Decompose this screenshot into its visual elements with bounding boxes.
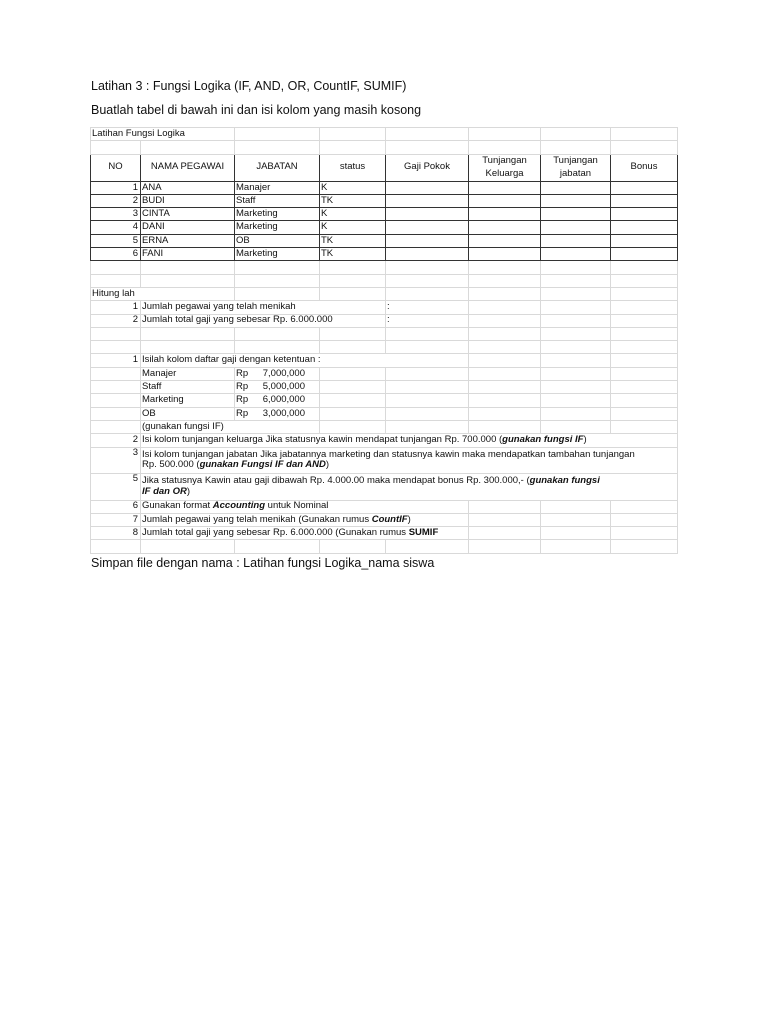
row-tunj-jabatan <box>541 194 611 207</box>
row-no: 6 <box>91 248 141 261</box>
row-bonus <box>611 208 678 221</box>
row-gaji <box>386 234 469 247</box>
row-jabatan: Marketing <box>235 208 320 221</box>
salary-hint: (gunakan fungsi IF) <box>141 420 320 433</box>
salary-amount: 7,000,000 <box>262 367 305 379</box>
row-status: TK <box>320 248 386 261</box>
row-tunj-jabatan <box>541 221 611 234</box>
table-row <box>91 181 678 194</box>
row-gaji <box>386 221 469 234</box>
item-number: 2 <box>91 434 141 447</box>
row-tunj-jabatan <box>541 234 611 247</box>
row-nama: ERNA <box>141 234 235 247</box>
formula-hint: gunakan fungsi IF <box>502 434 584 446</box>
row-status: TK <box>320 234 386 247</box>
row-status: K <box>320 181 386 194</box>
header-tunj-jabatan: Tunjangan jabatan <box>541 154 611 181</box>
list-item <box>91 474 678 501</box>
formula-hint: gunakan fungsi IF dan OR <box>142 475 600 497</box>
item-number: 3 <box>91 447 141 474</box>
table-header-row <box>91 154 678 181</box>
row-gaji <box>386 208 469 221</box>
formula-hint: Accounting <box>212 500 266 512</box>
table-row <box>91 221 678 234</box>
list-item <box>91 301 678 314</box>
row-jabatan: Marketing <box>235 248 320 261</box>
row-tunj-keluarga <box>469 208 541 221</box>
row-nama: FANI <box>141 248 235 261</box>
page-title: Latihan 3 : Fungsi Logika (IF, AND, OR, CountIF, SUMIF) <box>91 79 407 93</box>
row-nama: BUDI <box>141 194 235 207</box>
item-number: 7 <box>91 513 141 526</box>
header-jabatan: JABATAN <box>235 154 320 181</box>
list-item <box>91 434 678 447</box>
row-bonus <box>611 181 678 194</box>
table-row <box>91 194 678 207</box>
row-bonus <box>611 194 678 207</box>
salary-currency: Rp <box>236 380 249 392</box>
row-tunj-jabatan <box>541 208 611 221</box>
item-text: Jumlah pegawai yang telah menikah (Gunakan rumus CountIF) <box>141 513 469 526</box>
salary-value <box>235 367 320 380</box>
row-no: 4 <box>91 221 141 234</box>
salary-value <box>235 407 320 420</box>
header-status: status <box>320 154 386 181</box>
header-bonus: Bonus <box>611 154 678 181</box>
row-status: K <box>320 221 386 234</box>
item-text: Jika statusnya Kawin atau gaji dibawah Rp. 4.000.00 maka mendapat bonus Rp. 300.000,- (gunakan fungsi IF dan OR) <box>141 474 678 501</box>
page-footer-note: Simpan file dengan nama : Latihan fungsi Logika_nama siswa <box>91 556 435 570</box>
row-status: TK <box>320 194 386 207</box>
row-gaji <box>386 194 469 207</box>
salary-value <box>235 381 320 394</box>
formula-hint: gunakan Fungsi IF dan AND <box>199 459 326 471</box>
row-bonus <box>611 248 678 261</box>
row-tunj-keluarga <box>469 248 541 261</box>
row-nama: CINTA <box>141 208 235 221</box>
header-gaji: Gaji Pokok <box>386 154 469 181</box>
row-no: 3 <box>91 208 141 221</box>
row-tunj-keluarga <box>469 181 541 194</box>
spreadsheet <box>90 127 678 554</box>
formula-hint: CountIF <box>371 513 408 525</box>
row-nama: DANI <box>141 221 235 234</box>
answer-colon: : <box>386 314 469 327</box>
header-tunj-keluarga: Tunjangan Keluarga <box>469 154 541 181</box>
item-number: 1 <box>91 301 141 314</box>
header-no: NO <box>91 154 141 181</box>
item-text: Isi kolom tunjangan jabatan Jika jabatannya marketing dan statusnya kawin maka mendapatkan tambahan tunjangan Rp. 500.000 (gunakan Fungsi IF dan AND) <box>141 447 678 474</box>
header-nama: NAMA PEGAWAI <box>141 154 235 181</box>
row-jabatan: OB <box>235 234 320 247</box>
salary-row <box>91 407 678 420</box>
item-text: Jumlah pegawai yang telah menikah <box>141 301 386 314</box>
salary-row <box>91 367 678 380</box>
row-no: 1 <box>91 181 141 194</box>
row-bonus <box>611 221 678 234</box>
item-text: Jumlah total gaji yang sebesar Rp. 6.000.000 <box>141 314 386 327</box>
row-tunj-jabatan <box>541 248 611 261</box>
salary-role: Manajer <box>141 367 235 380</box>
list-item <box>91 500 678 513</box>
row-nama: ANA <box>141 181 235 194</box>
salary-amount: 6,000,000 <box>262 394 305 406</box>
salary-role: OB <box>141 407 235 420</box>
table-row <box>91 208 678 221</box>
salary-amount: 5,000,000 <box>262 380 305 392</box>
salary-currency: Rp <box>236 407 249 419</box>
answer-colon: : <box>386 301 469 314</box>
list-item <box>91 447 678 474</box>
item-number: 8 <box>91 527 141 540</box>
salary-role: Staff <box>141 381 235 394</box>
salary-role: Marketing <box>141 394 235 407</box>
formula-hint: SUMIF <box>408 527 439 539</box>
salary-amount: 3,000,000 <box>262 407 305 419</box>
salary-row <box>91 381 678 394</box>
list-item <box>91 513 678 526</box>
row-tunj-keluarga <box>469 234 541 247</box>
salary-currency: Rp <box>236 394 249 406</box>
row-gaji <box>386 248 469 261</box>
row-jabatan: Manajer <box>235 181 320 194</box>
item-number: 1 <box>91 354 141 367</box>
table-row <box>91 234 678 247</box>
item-text: Isi kolom tunjangan keluarga Jika statusnya kawin mendapat tunjangan Rp. 700.000 (gunakan fungsi IF) <box>141 434 678 447</box>
row-no: 2 <box>91 194 141 207</box>
salary-value <box>235 394 320 407</box>
item-number: 5 <box>91 474 141 501</box>
page-subtitle: Buatlah tabel di bawah ini dan isi kolom yang masih kosong <box>91 103 422 117</box>
row-tunj-keluarga <box>469 221 541 234</box>
row-jabatan: Staff <box>235 194 320 207</box>
row-status: K <box>320 208 386 221</box>
row-bonus <box>611 234 678 247</box>
list-item <box>91 527 678 540</box>
item-number: 6 <box>91 500 141 513</box>
row-jabatan: Marketing <box>235 221 320 234</box>
table-row <box>91 248 678 261</box>
row-tunj-keluarga <box>469 194 541 207</box>
item-text: Jumlah total gaji yang sebesar Rp. 6.000.000 (Gunakan rumus SUMIF <box>141 527 469 540</box>
sheet-row <box>91 128 678 141</box>
item-text: Isilah kolom daftar gaji dengan ketentuan : <box>141 354 469 367</box>
hitung-label: Hitung lah <box>91 287 235 300</box>
row-gaji <box>386 181 469 194</box>
sheet-caption: Latihan Fungsi Logika <box>91 128 235 141</box>
salary-currency: Rp <box>236 367 249 379</box>
item-text: Gunakan format Accounting untuk Nominal <box>141 500 469 513</box>
list-item <box>91 314 678 327</box>
salary-row <box>91 394 678 407</box>
row-tunj-jabatan <box>541 181 611 194</box>
list-item <box>91 354 678 367</box>
item-number: 2 <box>91 314 141 327</box>
row-no: 5 <box>91 234 141 247</box>
